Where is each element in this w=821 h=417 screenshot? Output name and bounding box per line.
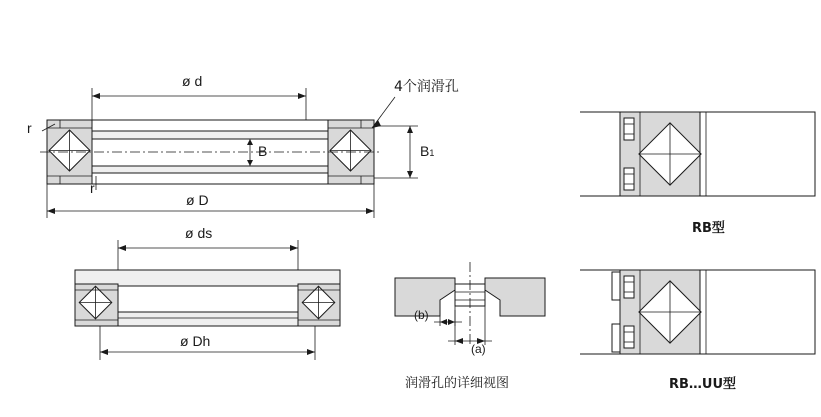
caption-rb-type: RB型 [692,221,725,236]
label-detail-b: (b) [414,308,429,322]
label-B1-sub: 1 [429,148,435,158]
label-B1 [420,143,434,159]
label-phi-D: ø D [186,192,209,208]
right-view-rb-uu [580,270,815,354]
label-r-left: r [27,120,32,136]
label-detail-a: (a) [471,342,486,356]
label-phi-ds: ø ds [185,225,213,241]
label-r-inner: r [90,180,95,196]
label-lubrication-holes-note: 4个润滑孔 [394,79,459,95]
label-phi-Dh: ø Dh [180,333,211,349]
label-B1-base: B [420,143,430,159]
lubrication-hole-detail [395,262,545,345]
caption-detail-view: 润滑孔的详细视图 [405,376,510,391]
right-view-rb [580,112,815,196]
main-bearing-section [40,88,418,218]
caption-rb-uu-type: RB…UU型 [669,377,737,392]
label-B: B [258,143,268,159]
label-phi-d: ø d [182,73,203,89]
